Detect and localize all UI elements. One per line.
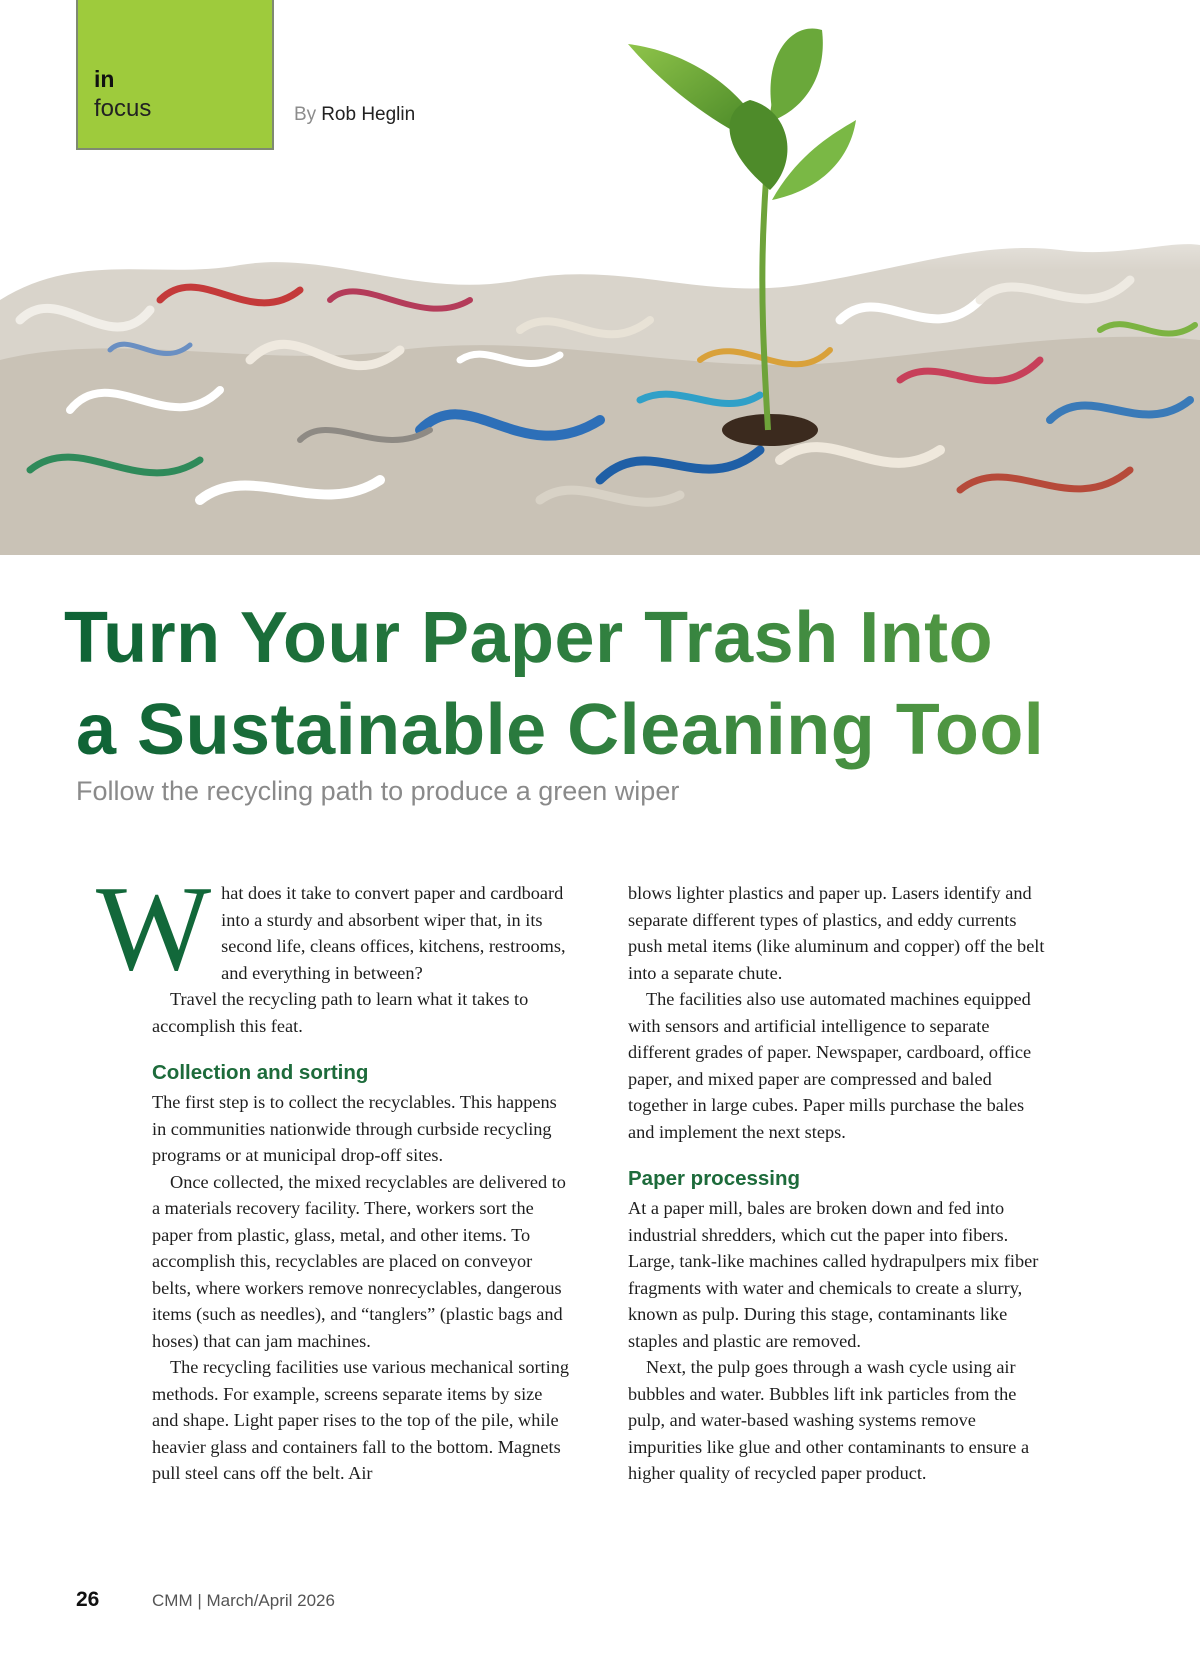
paragraph: The first step is to collect the recyclables. This happens in communities nationwide through curbside recycling programs or at municipal drop-off sites.	[152, 1092, 557, 1165]
paragraph: Once collected, the mixed recyclables are delivered to a materials recovery facility. There, workers sort the paper from plastic, glass, metal, and other items. To accomplish this, recyclables are placed on conveyor belts, where workers remove nonrecyclables, dangerous items (such as needles), and “tanglers” (plastic bags and hoses) that can jam machines.	[152, 1171, 566, 1351]
paragraph: Next, the pulp goes through a wash cycle using air bubbles and water. Bubbles lift ink particles from the pulp, and water-based washing systems remove impurities like glue and other contaminants to ensure a higher quality of recycled paper product.	[628, 1357, 1030, 1483]
intro-text: hat does it take to convert paper and cardboard into a sturdy and absorbent wiper that, in its second life, cleans offices, kitchens, restrooms, and everything in between?	[221, 883, 566, 983]
publication-footer: CMM | March/April 2026	[152, 1591, 335, 1610]
right-column	[628, 880, 1048, 1487]
article-title-line1: Turn Your Paper Trash Into	[64, 592, 1174, 684]
left-column	[96, 861, 572, 1487]
section-tag-line1: in	[94, 66, 115, 92]
intro-paragraph	[96, 861, 572, 996]
paragraph: blows lighter plastics and paper up. Lasers identify and separate different types of plastics, and eddy currents push metal items (like aluminum and copper) off the belt into a separate chute.	[628, 883, 1045, 983]
paragraph: Travel the recycling path to learn what it takes to accomplish this feat.	[152, 989, 529, 1036]
paragraph: The recycling facilities use various mechanical sorting methods. For example, screens separate items by size and shape. Light paper rises to the top of the pile, while heavier glass and containers fall to the bottom. Magnets pull steel cans off the belt. Air	[152, 1357, 569, 1483]
paragraph: The facilities also use automated machines equipped with sensors and artificial intelligence to separate different grades of paper. Newspaper, cardboard, office paper, and mixed paper are compressed and baled together in large cubes. Paper mills purchase the bales and implement the next steps.	[628, 989, 1032, 1142]
section-heading-processing: Paper processing	[628, 1167, 801, 1190]
byline-prefix: By	[294, 104, 317, 125]
section-tag-line2: focus	[94, 95, 152, 122]
section-heading-collection: Collection and sorting	[152, 1061, 369, 1084]
section-tag	[76, 0, 274, 150]
article-title-line2: a Sustainable Cleaning Tool	[64, 684, 1174, 776]
paragraph: At a paper mill, bales are broken down and fed into industrial shredders, which cut the paper into fibers. Large, tank-like machines called hydrapulpers mix fiber fragments with water and chemicals to create a slurry, known as pulp. During this stage, contaminants like staples and plastic are removed.	[628, 1198, 1039, 1351]
byline	[294, 104, 415, 126]
drop-cap: W	[96, 861, 212, 996]
article-subtitle: Follow the recycling path to produce a green wiper	[76, 776, 680, 806]
byline-author: Rob Heglin	[321, 104, 416, 125]
article-title	[64, 592, 1174, 776]
page-number: 26	[76, 1588, 100, 1611]
